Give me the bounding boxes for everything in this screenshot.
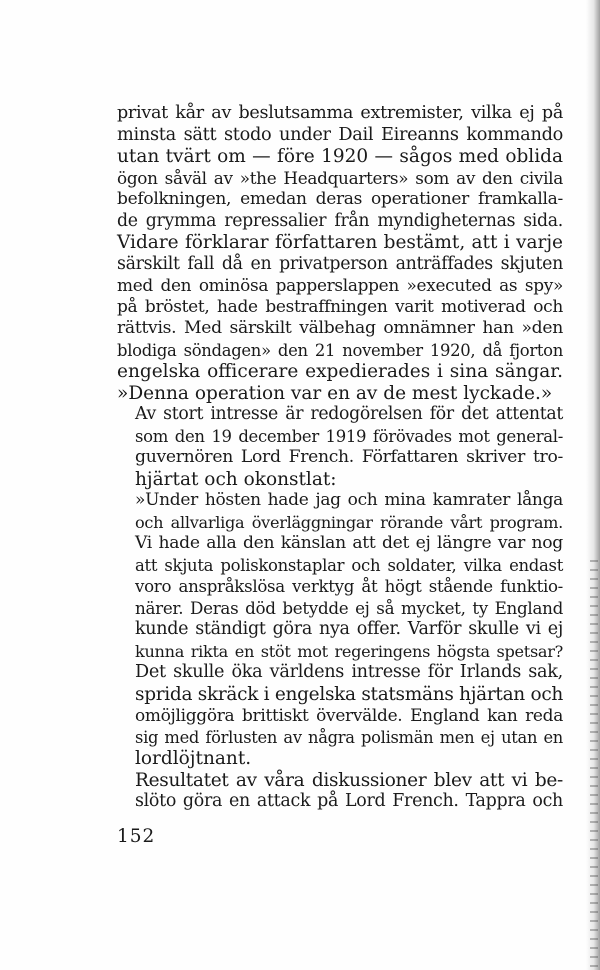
text-line: sprida skräck i engelska statsmäns hjärtan och bbox=[135, 683, 564, 705]
text-line: kunna rikta en stöt mot regeringens högsta spetsar? bbox=[135, 641, 563, 661]
text-line: Vidare förklarar författaren bestämt, att i varje bbox=[117, 232, 563, 253]
text-line: engelska officerare expedierades i sina sängar. bbox=[117, 361, 563, 382]
text-line: och allvarliga överläggningar rörande vårt program. bbox=[135, 512, 563, 532]
body-text bbox=[117, 103, 563, 813]
page-edge-texture bbox=[590, 560, 598, 970]
text-line: »Denna operation var en av de mest lyckade.» bbox=[117, 382, 553, 404]
text-line: Det skulle öka världens intresse för Irlands sak, bbox=[135, 662, 563, 682]
text-line: Resultatet av våra diskussioner blev att vi be- bbox=[135, 769, 563, 791]
text-line: särskilt fall då en privatperson anträffades skjuten bbox=[117, 253, 563, 274]
text-line: rättvis. Med särskilt välbehag omnämner han »den bbox=[117, 318, 563, 338]
page-number: 152 bbox=[117, 826, 156, 847]
text-line: de grymma repressalier från myndigheternas sida. bbox=[117, 210, 563, 231]
text-line: utan tvärt om — före 1920 — sågos med oblida bbox=[117, 146, 563, 167]
text-line: blodiga söndagen» den 21 november 1920, då fjorton bbox=[117, 340, 563, 360]
text-line: Av stort intresse är redogörelsen för det attentat bbox=[135, 404, 563, 424]
text-line: voro anspråkslösa verktyg åt högt stående funktio- bbox=[135, 577, 563, 596]
text-line: minsta sätt stodo under Dail Eireanns kommando bbox=[117, 124, 563, 145]
text-line: omöjliggöra brittiskt övervälde. England kan reda bbox=[135, 705, 563, 725]
text-line: befolkningen, emedan deras operationer framkalla- bbox=[117, 189, 563, 209]
text-line: på bröstet, hade bestraffningen varit motiverad och bbox=[117, 296, 563, 317]
text-line: guvernören Lord French. Författaren skriver tro- bbox=[135, 447, 563, 467]
text-line: »Under hösten hade jag och mina kamrater långa bbox=[135, 490, 563, 510]
text-line: lordlöjtnant. bbox=[135, 748, 252, 769]
paragraph-3 bbox=[117, 490, 563, 770]
text-line: Vi hade alla den känslan att det ej längre var nog bbox=[135, 533, 563, 553]
text-line: slöto göra en attack på Lord French. Tappra och bbox=[135, 791, 563, 811]
paragraph-2 bbox=[117, 404, 563, 490]
text-line: närer. Deras död betydde ej så mycket, ty England bbox=[135, 597, 563, 618]
text-line: som den 19 december 1919 förövades mot general- bbox=[135, 426, 563, 446]
text-line: privat kår av beslutsamma extremister, vilka ej på bbox=[117, 103, 563, 123]
text-line: ögon såväl av »the Headquarters» som av den civila bbox=[117, 167, 563, 188]
paragraph-4 bbox=[117, 770, 563, 813]
text-line: kunde ständigt göra nya offer. Varför skulle vi ej bbox=[135, 619, 563, 639]
text-line: sig med förlusten av några polismän men ej utan en bbox=[135, 727, 563, 747]
text-line: med den ominösa papperslappen »executed as spy» bbox=[117, 275, 563, 295]
text-line: att skjuta poliskonstaplar och soldater, vilka endast bbox=[135, 555, 563, 575]
paragraph-1 bbox=[117, 103, 563, 404]
text-line: hjärtat och okonstlat: bbox=[135, 468, 337, 490]
